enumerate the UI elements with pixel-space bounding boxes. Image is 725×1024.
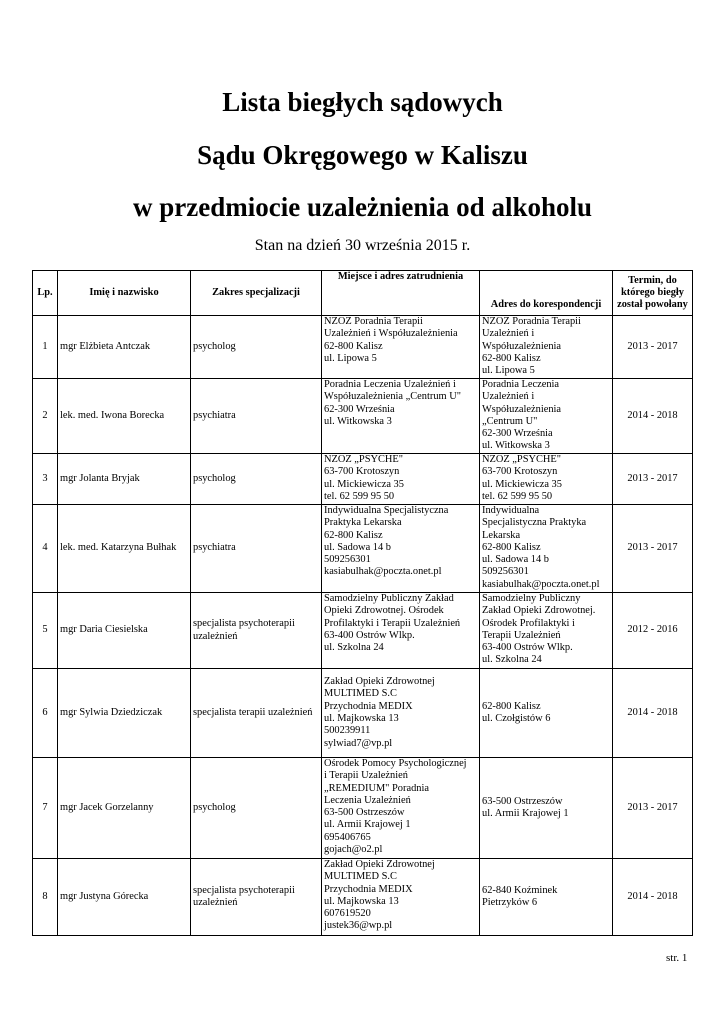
cell-term: 2013 - 2017	[613, 316, 693, 379]
table-row	[33, 505, 693, 593]
cell-specialization: psychiatra	[191, 379, 322, 454]
cell-correspondence: 63-500 Ostrzeszów ul. Armii Krajowej 1	[480, 758, 613, 859]
cell-term: 2014 - 2018	[613, 669, 693, 758]
cell-term: 2013 - 2017	[613, 505, 693, 593]
table-row	[33, 669, 693, 758]
cell-specialization: psycholog	[191, 454, 322, 505]
cell-employment: Zakład Opieki Zdrowotnej MULTIMED S.C Przychodnia MEDIX ul. Majkowska 13 607619520 justek36@wp.pl	[322, 859, 480, 936]
cell-specialization: specjalista psychoterapii uzależnień	[191, 593, 322, 669]
cell-term: 2013 - 2017	[613, 454, 693, 505]
cell-employment: Zakład Opieki Zdrowotnej MULTIMED S.C Przychodnia MEDIX ul. Majkowska 13 500239911 sylwiad7@vp.pl	[322, 669, 480, 758]
cell-specialization: psycholog	[191, 758, 322, 859]
cell-lp: 8	[33, 859, 58, 936]
table-row	[33, 859, 693, 936]
table-row	[33, 758, 693, 859]
header-specialization: Zakres specjalizacji	[191, 271, 322, 316]
cell-lp: 6	[33, 669, 58, 758]
cell-name: mgr Sylwia Dziedziczak	[58, 669, 191, 758]
cell-employment: NZOZ Poradnia Terapii Uzależnień i Współuzależnienia 62-800 Kalisz ul. Lipowa 5	[322, 316, 480, 379]
table-row	[33, 454, 693, 505]
table-header-row	[33, 271, 693, 316]
cell-term: 2013 - 2017	[613, 758, 693, 859]
cell-name: mgr Jacek Gorzelanny	[58, 758, 191, 859]
cell-lp: 5	[33, 593, 58, 669]
header-name: Imię i nazwisko	[58, 271, 191, 316]
status-date: Stan na dzień 30 września 2015 r.	[254, 237, 471, 254]
cell-correspondence: Poradnia Leczenia Uzależnień i Współuzależnienia „Centrum U" 62-300 Września ul. Witkowska 3	[480, 379, 613, 454]
cell-lp: 7	[33, 758, 58, 859]
table-row	[33, 593, 693, 669]
cell-specialization: psycholog	[191, 316, 322, 379]
cell-employment: NZOZ „PSYCHE" 63-700 Krotoszyn ul. Mickiewicza 35 tel. 62 599 95 50	[322, 454, 480, 505]
page-number: str. 1	[666, 952, 688, 964]
cell-correspondence: Indywidualna Specjalistyczna Praktyka Lekarska 62-800 Kalisz ul. Sadowa 14 b 509256301 kasiabulhak@poczta.onet.pl	[480, 505, 613, 593]
table-row	[33, 316, 693, 379]
cell-term: 2014 - 2018	[613, 379, 693, 454]
cell-correspondence: NZOZ Poradnia Terapii Uzależnień i Współuzależnienia 62-800 Kalisz ul. Lipowa 5	[480, 316, 613, 379]
title-line-3: w przedmiocie uzależnienia od alkoholu	[133, 192, 592, 222]
header-correspondence: Adres do korespondencji	[480, 271, 613, 316]
cell-lp: 3	[33, 454, 58, 505]
title-line-1: Lista biegłych sądowych	[222, 87, 503, 117]
cell-lp: 1	[33, 316, 58, 379]
cell-lp: 2	[33, 379, 58, 454]
experts-table	[32, 270, 693, 936]
cell-correspondence: NZOZ „PSYCHE" 63-700 Krotoszyn ul. Mickiewicza 35 tel. 62 599 95 50	[480, 454, 613, 505]
cell-term: 2012 - 2016	[613, 593, 693, 669]
cell-name: lek. med. Katarzyna Bułhak	[58, 505, 191, 593]
title-line-2: Sądu Okręgowego w Kaliszu	[197, 140, 528, 170]
cell-name: lek. med. Iwona Borecka	[58, 379, 191, 454]
cell-name: mgr Jolanta Bryjak	[58, 454, 191, 505]
cell-specialization: specjalista terapii uzależnień	[191, 669, 322, 758]
header-lp: Lp.	[33, 271, 58, 316]
header-employment: Miejsce i adres zatrudnienia	[322, 271, 480, 316]
header-term: Termin, do którego biegły został powołany	[613, 271, 693, 316]
cell-name: mgr Elżbieta Antczak	[58, 316, 191, 379]
cell-correspondence: Samodzielny Publiczny Zakład Opieki Zdrowotnej. Ośrodek Profilaktyki i Terapii Uzależnień 63-400 Ostrów Wlkp. ul. Szkolna 24	[480, 593, 613, 669]
cell-employment: Indywidualna Specjalistyczna Praktyka Lekarska 62-800 Kalisz ul. Sadowa 14 b 509256301 kasiabulhak@poczta.onet.pl	[322, 505, 480, 593]
cell-employment: Ośrodek Pomocy Psychologicznej i Terapii Uzależnień „REMEDIUM" Poradnia Leczenia Uzależnień 63-500 Ostrzeszów ul. Armii Krajowej 1 695406765 gojach@o2.pl	[322, 758, 480, 859]
cell-name: mgr Daria Ciesielska	[58, 593, 191, 669]
cell-correspondence: 62-800 Kalisz ul. Czołgistów 6	[480, 669, 613, 758]
cell-employment: Poradnia Leczenia Uzależnień i Współuzależnienia „Centrum U" 62-300 Września ul. Witkowska 3	[322, 379, 480, 454]
table-row	[33, 379, 693, 454]
cell-term: 2014 - 2018	[613, 859, 693, 936]
cell-correspondence: 62-840 Koźminek Pietrzyków 6	[480, 859, 613, 936]
cell-employment: Samodzielny Publiczny Zakład Opieki Zdrowotnej. Ośrodek Profilaktyki i Terapii Uzależnień 63-400 Ostrów Wlkp. ul. Szkolna 24	[322, 593, 480, 669]
cell-name: mgr Justyna Górecka	[58, 859, 191, 936]
cell-specialization: specjalista psychoterapii uzależnień	[191, 859, 322, 936]
cell-specialization: psychiatra	[191, 505, 322, 593]
cell-lp: 4	[33, 505, 58, 593]
